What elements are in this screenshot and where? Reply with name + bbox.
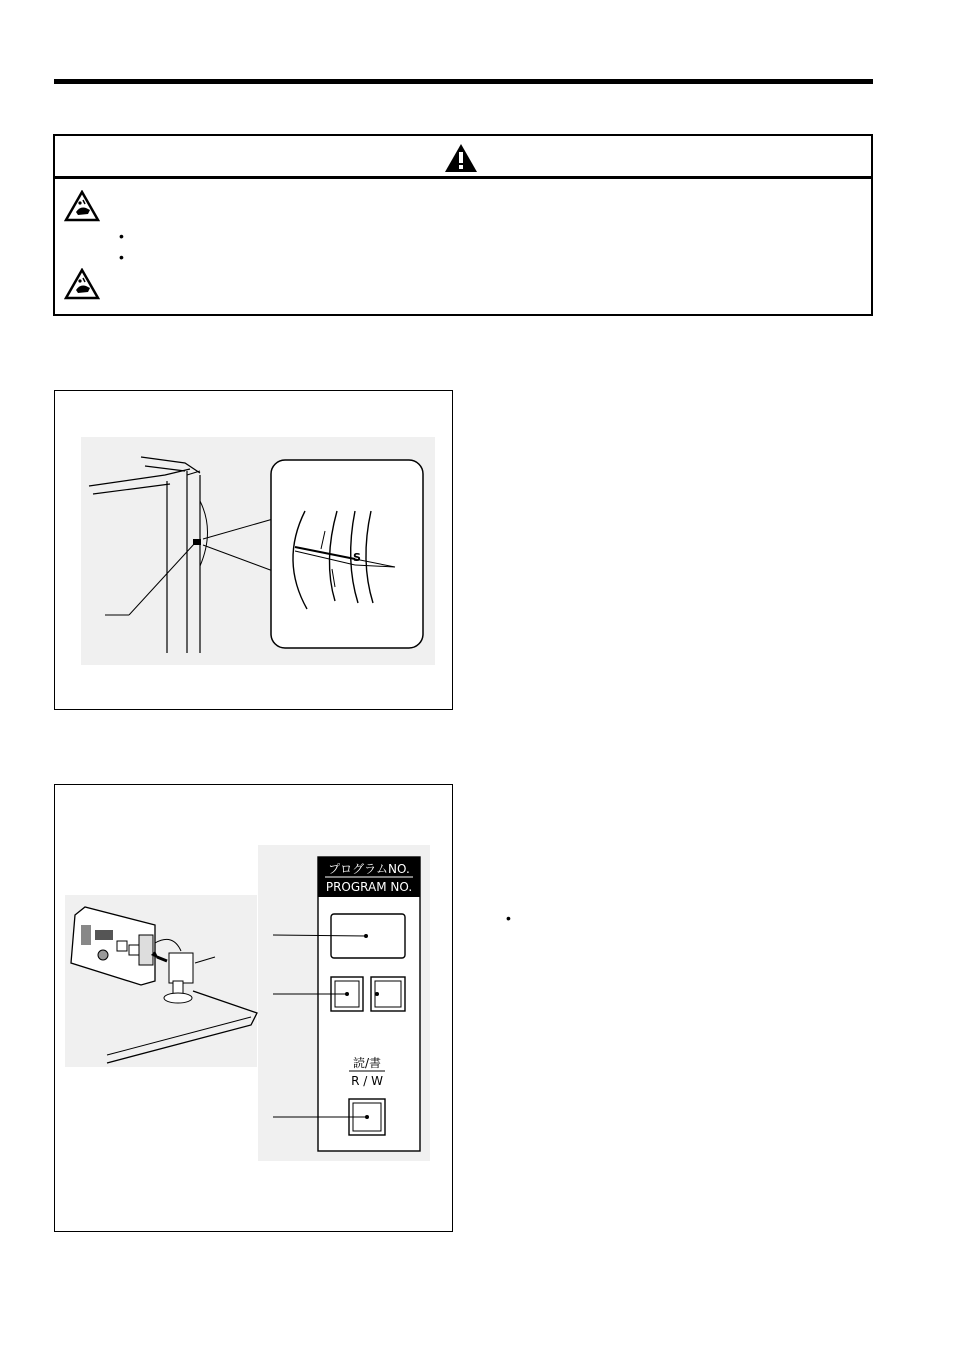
caution-bullet-1: •	[119, 228, 124, 244]
text-bullet: •	[506, 910, 511, 926]
timing-mark-illustration	[55, 391, 452, 709]
label-rw-jp: 読/書	[352, 1056, 382, 1070]
figure-program-panel	[54, 784, 453, 1232]
hand-pinch-hazard-icon-2	[64, 268, 100, 300]
warning-triangle-icon	[443, 142, 479, 174]
caution-box	[53, 134, 873, 316]
caution-header	[55, 136, 871, 179]
label-program-en: PROGRAM NO.	[325, 880, 413, 894]
figure-timing-mark	[54, 390, 453, 710]
hand-pinch-hazard-icon	[64, 190, 100, 222]
caution-bullet-2: •	[119, 249, 124, 265]
program-panel-illustration	[55, 785, 452, 1231]
top-rule	[54, 79, 873, 84]
label-program-jp: プログラムNO.	[328, 862, 410, 876]
label-rw-en: R / W	[351, 1074, 383, 1088]
stamp-letter: S	[353, 551, 361, 564]
